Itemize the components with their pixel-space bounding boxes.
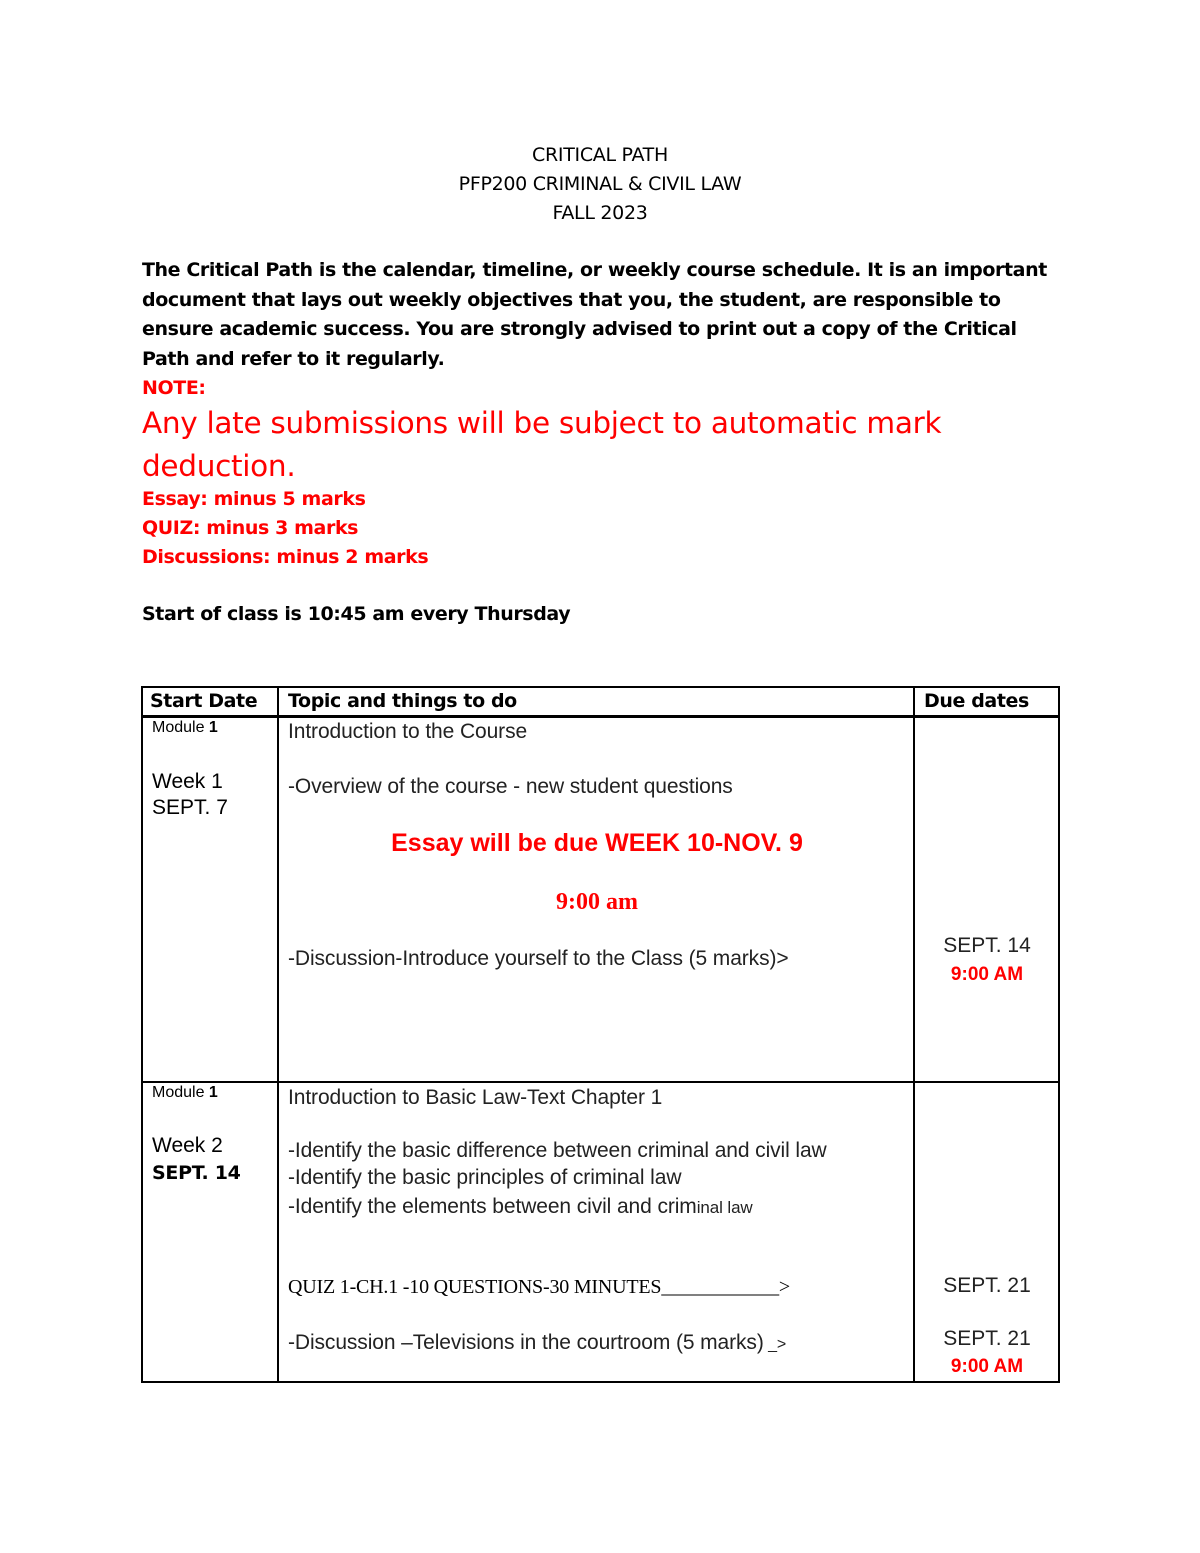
term: FALL 2023 <box>552 202 648 224</box>
row1-week: Week 1 <box>152 770 223 793</box>
row1-essay-time: 9:00 am <box>556 889 638 915</box>
row2-discussion: -Discussion –Televisions in the courtroom (5 marks) _> <box>288 1331 787 1354</box>
row2-week: Week 2 <box>152 1134 223 1157</box>
row1-topic: Introduction to the Course <box>288 720 528 743</box>
row2-quiz: QUIZ 1-CH.1 -10 QUESTIONS-30 MINUTES____________> <box>288 1276 791 1298</box>
col-divider-1 <box>277 686 279 1383</box>
note-label: NOTE: <box>142 377 206 399</box>
row2-objective-3: -Identify the elements between civil and criminal law <box>288 1195 753 1218</box>
row1-due-date: SEPT. 14 <box>943 934 1031 957</box>
row1-due-time: 9:00 AM <box>950 964 1024 985</box>
col-header-due-dates: Due dates <box>924 690 1029 712</box>
intro-paragraph: The Critical Path is the calendar, timeline, or weekly course schedule. It is an important document that lays out weekly objectives that you, the student, are responsible to ensure academic success. You are strongly advised to print out a copy of the Critical Path and refer to it regularly. <box>142 259 1047 370</box>
row1-module: Module 1 <box>152 719 218 736</box>
row2-objective-2: -Identify the basic principles of criminal law <box>288 1166 682 1189</box>
row2-module: Module 1 <box>152 1084 218 1101</box>
row2-discussion-due: SEPT. 21 <box>943 1327 1031 1350</box>
col-header-topic: Topic and things to do <box>288 690 517 712</box>
class-start-time: Start of class is 10:45 am every Thursday <box>142 603 571 625</box>
row1-essay-due: Essay will be due WEEK 10-NOV. 9 <box>391 829 803 857</box>
row2-topic: Introduction to Basic Law-Text Chapter 1 <box>288 1086 663 1109</box>
row1-overview: -Overview of the course - new student questions <box>288 775 733 798</box>
row1-date: SEPT. 7 <box>152 796 228 819</box>
penalty-quiz: QUIZ: minus 3 marks <box>142 517 359 539</box>
row2-objective-1: -Identify the basic difference between criminal and civil law <box>288 1139 827 1162</box>
row2-quiz-due: SEPT. 21 <box>943 1274 1031 1297</box>
doc-title: CRITICAL PATH <box>532 144 668 166</box>
row2-date: SEPT. 14 <box>152 1162 241 1184</box>
late-warning: Any late submissions will be subject to automatic mark deduction. <box>142 406 942 483</box>
col-header-start-date: Start Date <box>150 690 258 712</box>
row2-discussion-time: 9:00 AM <box>950 1356 1024 1377</box>
penalty-discussions: Discussions: minus 2 marks <box>142 546 429 568</box>
penalty-essay: Essay: minus 5 marks <box>142 488 366 510</box>
course-code: PFP200 CRIMINAL & CIVIL LAW <box>458 173 742 195</box>
row1-discussion: -Discussion-Introduce yourself to the Class (5 marks)> <box>288 947 789 970</box>
table-border-left <box>141 686 143 1383</box>
schedule-table <box>141 686 1060 1383</box>
